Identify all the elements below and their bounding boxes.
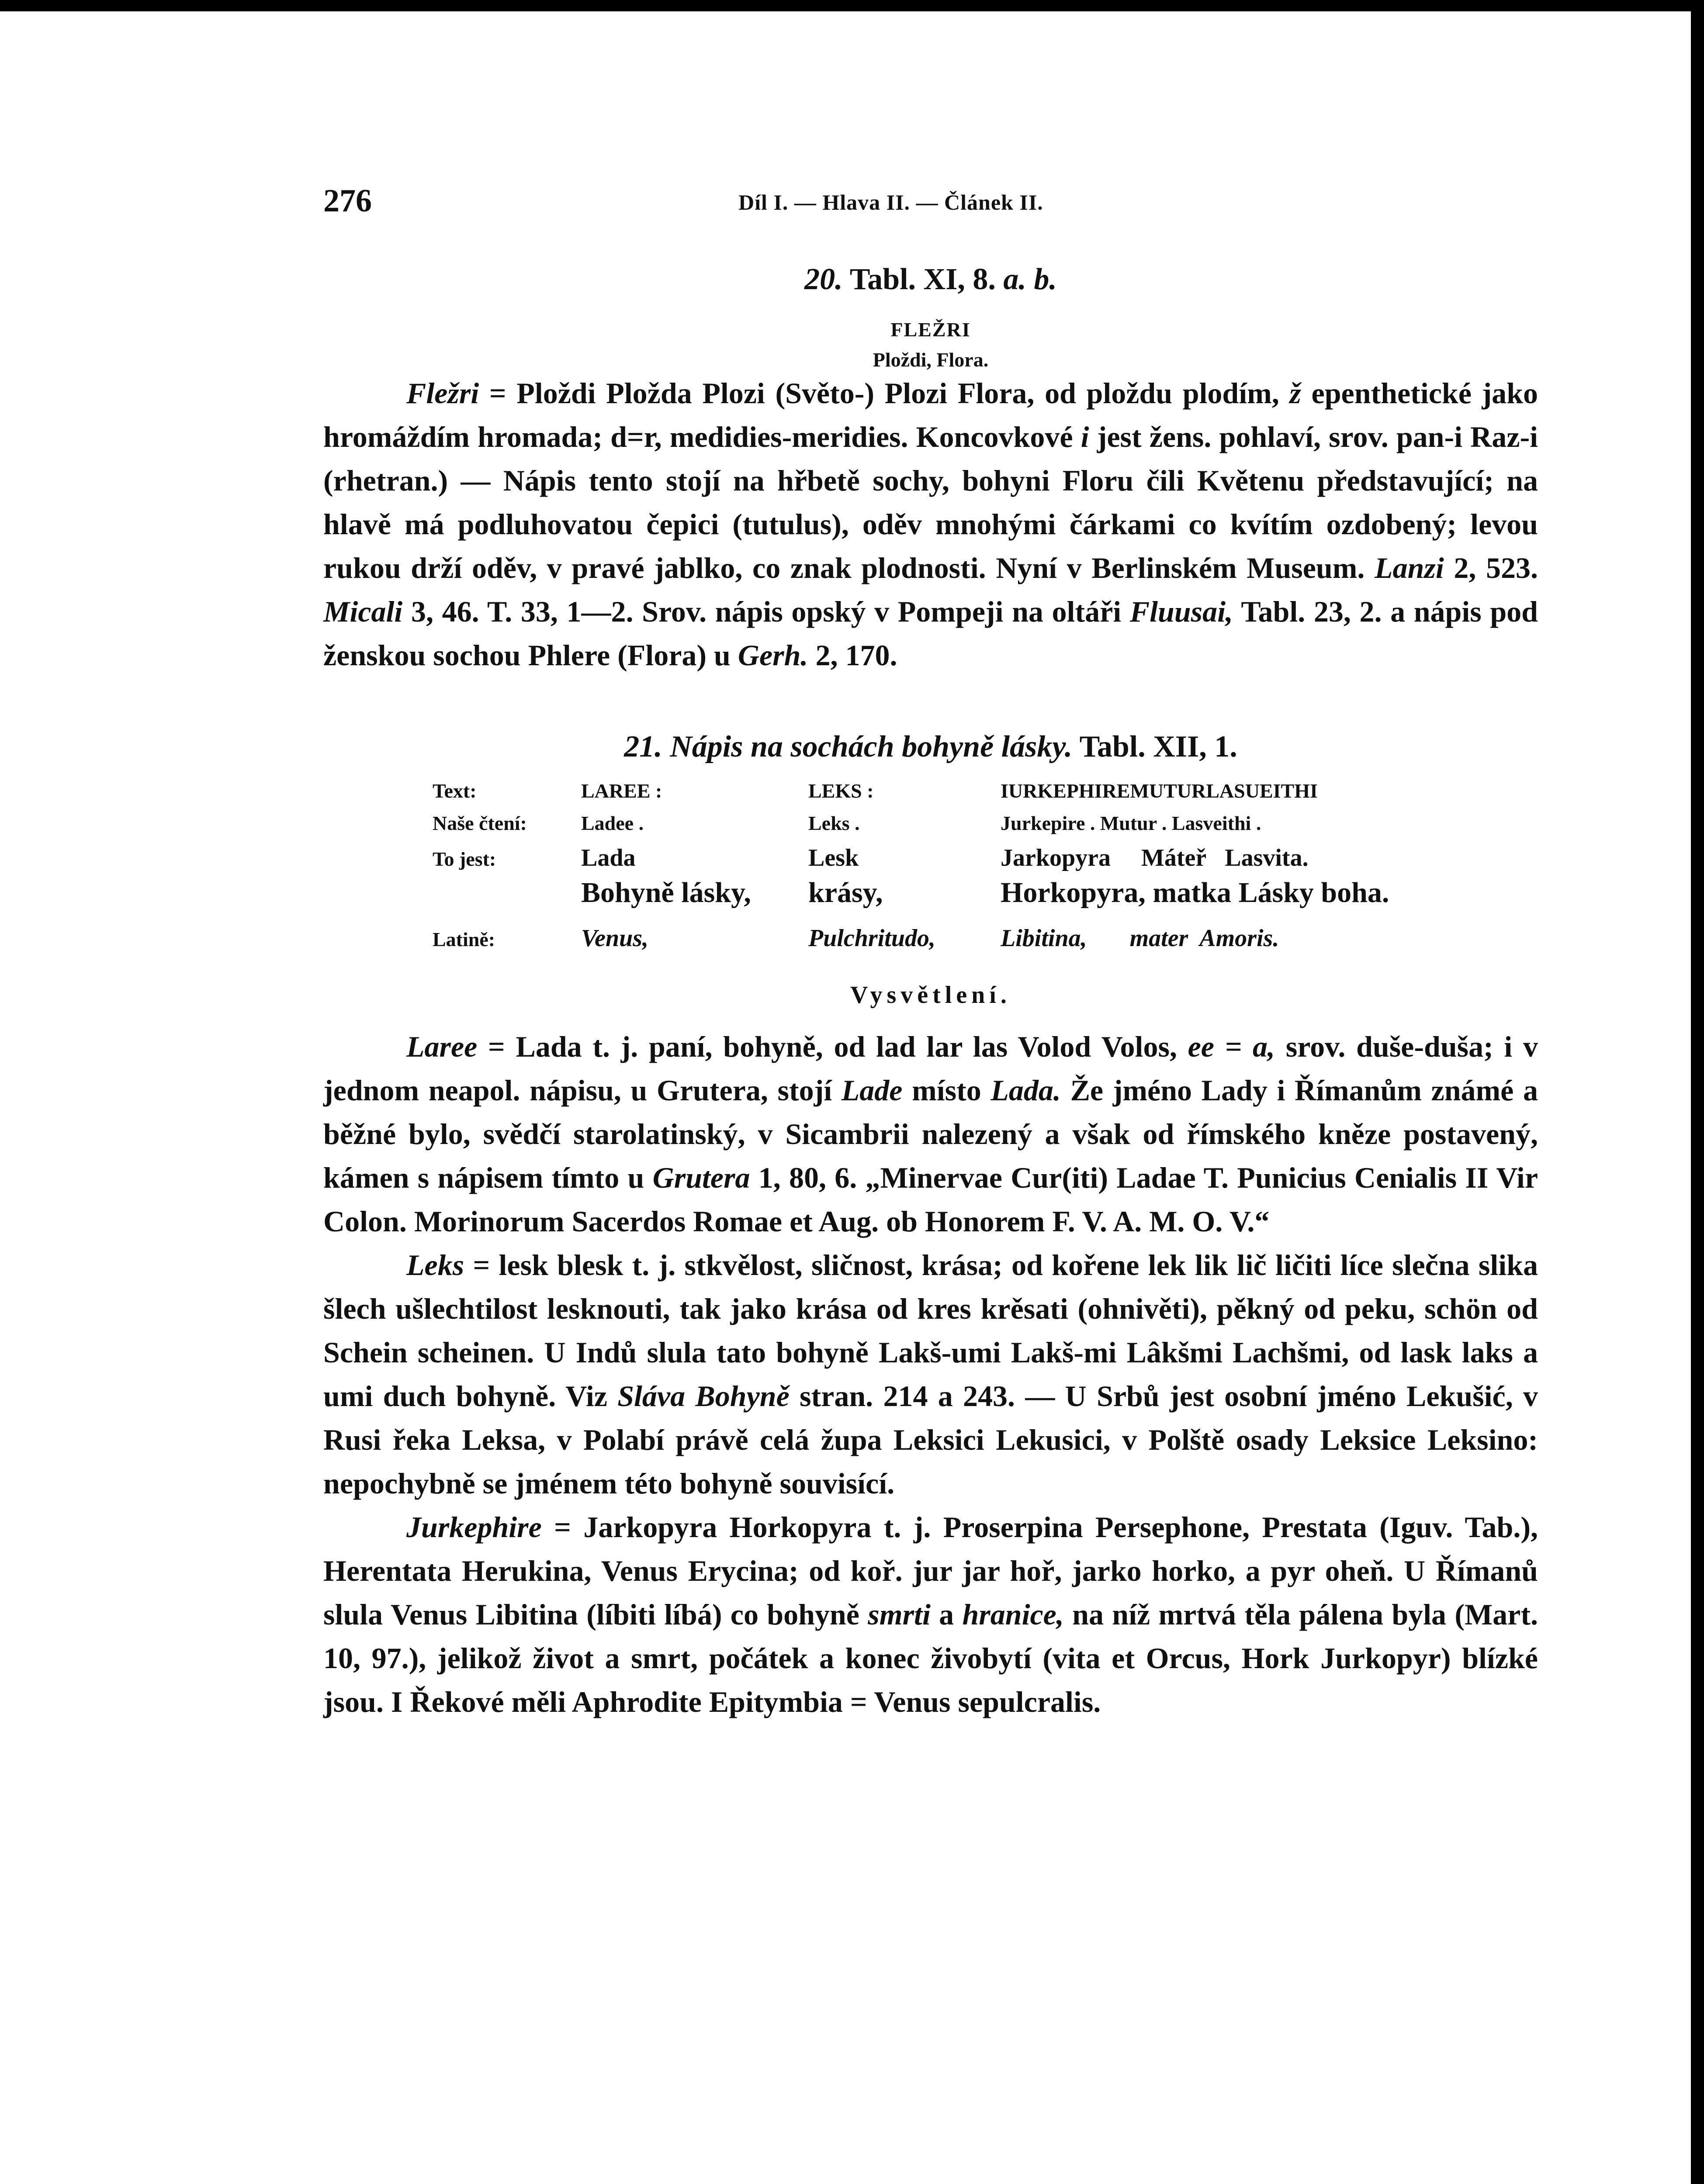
transcription-table	[433, 779, 1389, 957]
paragraph-jurkephire	[323, 1505, 1538, 1724]
table-cell: Leks .	[808, 812, 860, 834]
para-italic: hranice,	[962, 1598, 1064, 1631]
para-text: epenthetické jako hromáždím hromada; d=r, medidies-meridies. Koncovkové	[323, 377, 1538, 453]
table-cell: Bohyně lásky,	[581, 877, 751, 909]
scan-border-top	[0, 0, 1704, 11]
para-italic: smrti	[868, 1598, 931, 1631]
para-text: 3, 46. T. 33, 1—2. Srov. nápis opský v Pompeji na oltáři	[402, 595, 1130, 628]
table-row	[433, 844, 1389, 876]
para-italic: Sláva Bohyně	[617, 1379, 790, 1413]
para-head: Laree	[406, 1030, 478, 1063]
section-20-reading: Ploždi, Flora.	[873, 349, 989, 371]
table-row	[433, 812, 1389, 844]
table-cell: Venus,	[581, 925, 649, 952]
section-20-inscription: FLEŽRI	[890, 318, 971, 341]
para-head: Leks	[406, 1248, 464, 1282]
explanation-heading: Vysvětlení.	[850, 981, 1011, 1009]
para-text: = Lada t. j. paní, bohyně, od lad lar las Volod Volos,	[477, 1030, 1188, 1063]
section-21-number: 21.	[624, 730, 662, 764]
table-cell: Pulchritudo,	[808, 925, 935, 952]
para-text: stran. 214 a 243. — U Srbů jest osobní jméno Lekušić, v Rusi řeka Leksa, v Polabí právě celá župa Leksici Lekusici, v Polště osady Leksice Leksino: nepochybně se jménem této bohyně souvisící.	[323, 1379, 1538, 1500]
section-21-title	[323, 729, 1538, 764]
paragraph-laree	[323, 1025, 1538, 1243]
row-label	[433, 876, 581, 924]
para-text: = Jarkopyra Horkopyra t. j. Proserpina Persephone, Prestata (Iguv. Tab.), Herentata Herukina, Venus Erycina; od koř. jur jar hoř, jarko horko, a pyr oheň. U Římanů slula Venus Libitina (líbiti líbá) co bohyně	[323, 1510, 1538, 1631]
para-italic: Micali	[323, 595, 403, 628]
para-text: 2, 170.	[808, 639, 897, 672]
row-label: Naše čtení:	[433, 812, 527, 834]
table-cell: IURKEPHIREMUTURLASUEITHI	[1001, 780, 1318, 802]
row-label: Text:	[433, 780, 477, 802]
table-cell: Ladee .	[581, 812, 644, 834]
para-italic: Gerh.	[738, 639, 808, 672]
table-row	[433, 876, 1389, 924]
para-text: 2, 523.	[1444, 551, 1538, 584]
row-label: To jest:	[433, 848, 496, 870]
section-21-title-italic: Nápis na sochách bohyně lásky.	[662, 730, 1073, 764]
table-row	[433, 779, 1389, 812]
table-cell: Libitina, mater Amoris.	[1001, 925, 1279, 952]
row-label: Latině:	[433, 928, 495, 950]
para-italic: Lade	[841, 1074, 903, 1107]
section-20-title	[323, 262, 1538, 297]
table-row	[433, 924, 1389, 957]
para-text: Že jméno Lady i Římanům známé a běžné bylo, svědčí starolatinský, v Sicambrii nalezený a však od římského kněze postavený, kámen s nápisem tímto u	[323, 1074, 1538, 1194]
para-italic: i	[1081, 420, 1089, 453]
para-text: 1, 80, 6. „Minervae Cur(iti) Ladae T. Punicius Cenialis II Vir Colon. Morinorum Sacerdos Romae et Aug. ob Honorem F. V. A. M. O. V.“	[323, 1161, 1538, 1238]
para-italic: Lanzi	[1375, 551, 1444, 584]
table-cell: Horkopyra, matka Lásky boha.	[1001, 877, 1389, 909]
para-text: jest žens. pohlaví, srov. pan-i Raz-i (rhetran.) — Nápis tento stojí na hřbetě sochy, bohyni Floru čili Květenu představující; na hlavě má podluhovatou čepici (tutulus), oděv mnohými čárkami co kvítím ozdobený; levou rukou drží oděv, v pravé jablko, co znak plodnosti. Nyní v Berlinském Museum.	[323, 420, 1538, 584]
table-cell: Lada	[581, 844, 636, 871]
para-text: srov. duše-duša; i v jednom neapol. nápisu, u Grutera, stojí	[323, 1030, 1538, 1107]
scan-border-right	[1691, 0, 1704, 2184]
para-italic: ee = a,	[1188, 1030, 1275, 1063]
table-cell: LEKS :	[808, 780, 874, 802]
para-text: Tabl. 23, 2. a nápis pod ženskou sochou Phlere (Flora) u	[323, 595, 1538, 672]
para-text: a	[930, 1598, 963, 1631]
para-head: Jurkephire	[406, 1510, 542, 1544]
table-cell: krásy,	[808, 877, 883, 909]
para-text: = Ploždi Pložda Plozi (Světo-) Plozi Flora, od ploždu plodím,	[479, 377, 1290, 410]
section-20-number: 20.	[804, 263, 843, 296]
section-20-paragraph	[323, 371, 1538, 677]
table-cell: LAREE :	[581, 780, 662, 802]
table-cell: Jurkepire . Mutur . Lasveithi .	[1001, 812, 1261, 834]
page-content	[323, 175, 1538, 1724]
section-20-title-ab: a. b.	[1003, 263, 1057, 296]
paragraph-leks	[323, 1243, 1538, 1505]
para-italic: Lada.	[991, 1074, 1061, 1107]
para-italic: Grutera	[652, 1161, 750, 1194]
para-head: Fležri	[406, 377, 479, 410]
para-text: na níž mrtvá těla pálena byla (Mart. 10, 97.), jelikož život a smrt, počátek a konec živobytí (vita et Orcus, Hork Jurkopyr) blízké jsou. I Řekové měli Aphrodite Epitymbia = Venus sepulcralis.	[323, 1598, 1538, 1718]
page-header	[323, 175, 1538, 227]
para-text: místo	[902, 1074, 991, 1107]
table-cell: Lesk	[808, 844, 859, 871]
table-cell: Jarkopyra Máteř Lasvita.	[1001, 844, 1309, 871]
section-20-title-rest: Tabl. XI, 8.	[842, 263, 1004, 296]
section-21-title-rest: Tabl. XII, 1.	[1072, 730, 1237, 764]
para-text: = lesk blesk t. j. stkvělost, sličnost, krása; od kořene lek lik lič ličiti líce slečna slika šlech ušlechtilost lesknouti, tak jako krása od kres krěsati (ohnivěti), pěkný od peku, schön od Schein scheinen. U Indů slula tato bohyně Lakš-umi Lakš-mi Lâkšmi Lachšmi, od lask laks a umi duch bohyně. Viz	[323, 1248, 1538, 1413]
para-italic: ž	[1289, 377, 1301, 410]
para-italic: Fluusai,	[1129, 595, 1233, 628]
page-number: 276	[323, 183, 372, 219]
running-head: Díl I. — Hlava II. — Článek II.	[738, 190, 1043, 214]
